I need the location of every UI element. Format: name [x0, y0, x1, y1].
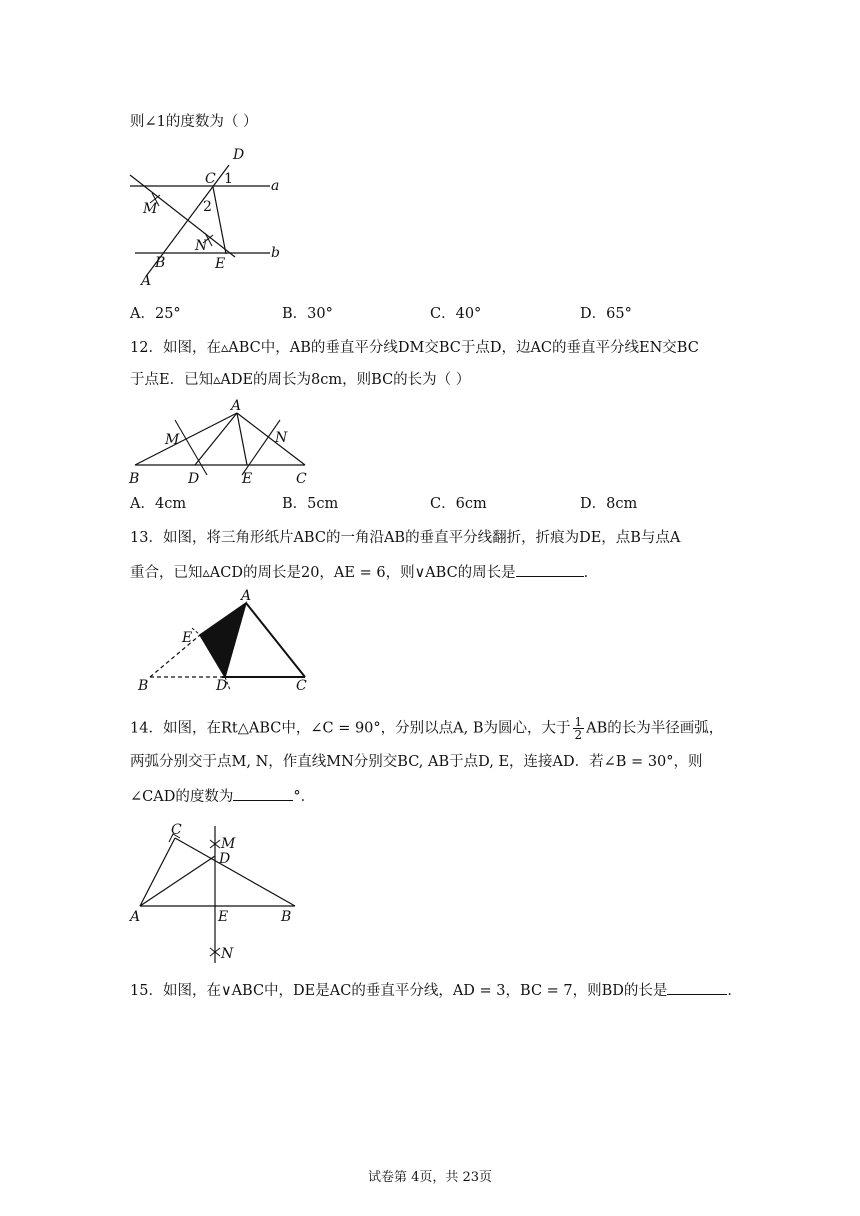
- q11-option-b: B．30°: [282, 306, 333, 322]
- q11-option-d: D．65°: [580, 306, 632, 322]
- q14-label-A: A: [130, 909, 141, 925]
- q12-label-A: A: [231, 398, 242, 414]
- q11-figure: [125, 145, 295, 290]
- q15-line1-text: 15．如图，在∨ABC中，DE是AC的垂直平分线，AD = 3，BC = 7，则BD的长是: [130, 983, 668, 999]
- q12-option-d: D．8cm: [580, 496, 638, 512]
- q14-line1: [130, 716, 723, 741]
- q12-label-C: C: [296, 471, 307, 487]
- q14-label-B: B: [281, 909, 292, 925]
- q13-label-C: C: [296, 678, 307, 694]
- q11-label-2: 2: [203, 199, 212, 215]
- page-footer: 试卷第 4页，共 23页: [367, 1170, 493, 1185]
- q13-answer-blank[interactable]: [516, 562, 584, 577]
- q12-line1: 12．如图，在▵ABC中，AB的垂直平分线DM交BC于点D，边AC的垂直平分线EN交BC: [130, 340, 699, 356]
- q13-line1: 13．如图，将三角形纸片ABC的一角沿AB的垂直平分线翻折，折痕为DE，点B与点A: [130, 530, 681, 546]
- q11-label-1: 1: [224, 171, 233, 187]
- q14-label-M: M: [221, 836, 236, 852]
- q13-line2-text: 重合，已知▵ACD的周长是20，AE = 6，则∨ABC的周长是: [130, 565, 516, 581]
- q11-option-c: C．40°: [430, 306, 482, 322]
- q12-label-B: B: [129, 471, 140, 487]
- q14-answer-blank[interactable]: [233, 786, 293, 801]
- q14-figure: [125, 818, 315, 968]
- q11-label-B: B: [155, 255, 166, 271]
- q13-line2-end: ．: [583, 565, 599, 581]
- q14-line2: 两弧分别交于点M, N，作直线MN分别交BC, AB于点D, E，连接AD．若∠B = 30°，则: [130, 754, 703, 770]
- q14-label-D: D: [219, 851, 231, 867]
- q13-line2: [130, 562, 598, 583]
- q12-option-b: B．5cm: [282, 496, 339, 512]
- q14-label-C: C: [171, 822, 182, 838]
- q12-option-c: C．6cm: [430, 496, 487, 512]
- q11-label-M: M: [143, 201, 158, 217]
- q12-label-M: M: [165, 432, 180, 448]
- q14-frac-den: 2: [574, 728, 583, 742]
- q13-label-A: A: [241, 588, 252, 604]
- q12-label-D: D: [188, 471, 200, 487]
- q11-stem-tail: 则∠1的度数为（ ）: [130, 114, 258, 130]
- q11-option-a: A．25°: [130, 306, 181, 322]
- q12-option-a: A．4cm: [130, 496, 187, 512]
- q11-label-E: E: [215, 256, 226, 272]
- q15-answer-blank[interactable]: [667, 980, 727, 995]
- q14-frac-num: 1: [574, 715, 583, 729]
- q13-figure: [130, 590, 320, 695]
- q14-line1-a: 14．如图，在Rt△ABC中，∠C = 90°，分别以点A, B为圆心，大于: [130, 720, 571, 737]
- q14-line3: [130, 786, 315, 807]
- q14-line3-a: ∠CAD的度数为: [130, 789, 234, 805]
- q12-figure: [125, 395, 320, 490]
- q13-label-D: D: [216, 678, 228, 694]
- q14-label-N: N: [221, 946, 234, 962]
- q11-label-A: A: [141, 273, 152, 289]
- q12-label-N: N: [275, 430, 288, 446]
- q14-line1-b: AB的长为半径画弧，: [586, 720, 724, 737]
- q13-label-B: B: [138, 678, 149, 694]
- q13-label-E: E: [182, 630, 193, 646]
- q12-label-E: E: [242, 471, 253, 487]
- q15-line1-end: ．: [727, 983, 742, 999]
- q11-label-b: b: [271, 245, 280, 261]
- q12-line2: 于点E．已知▵ADE的周长为8cm，则BC的长为（ ）: [130, 372, 471, 388]
- q15-line1: [130, 980, 742, 1001]
- q11-label-N: N: [195, 238, 208, 254]
- q11-label-a: a: [271, 178, 280, 194]
- q11-label-C: C: [205, 171, 216, 187]
- q11-label-D: D: [233, 147, 245, 163]
- q14-line3-b: °．: [293, 789, 316, 805]
- q14-fraction: [573, 716, 585, 741]
- q14-label-E: E: [218, 909, 229, 925]
